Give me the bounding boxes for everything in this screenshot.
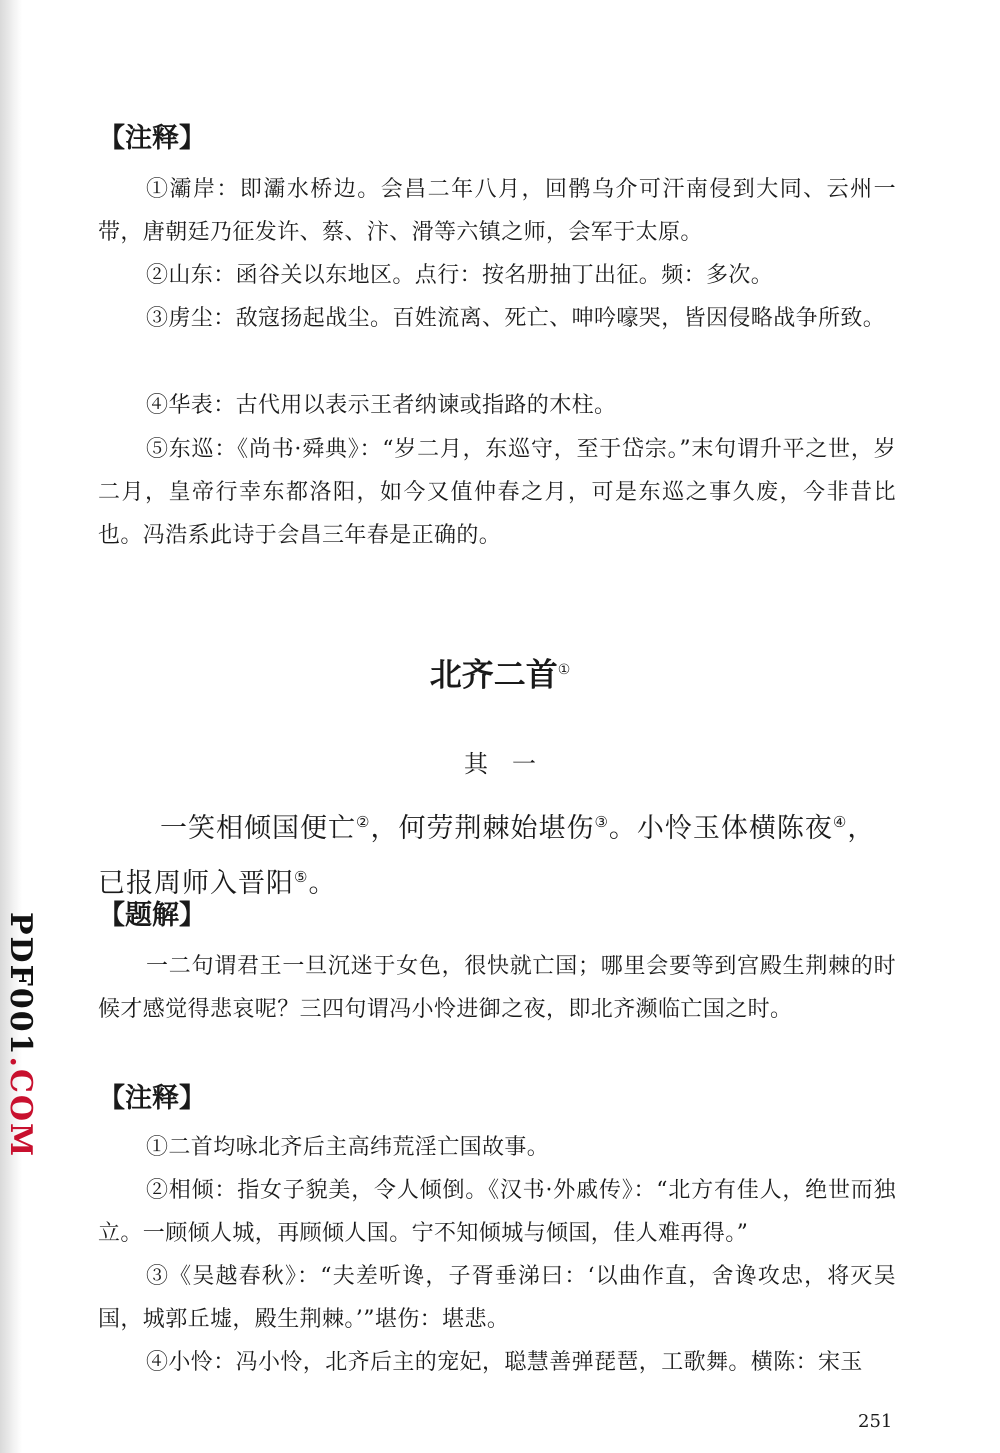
page-number: 251 <box>858 1411 893 1432</box>
watermark-part1: PDF001 <box>3 912 38 1057</box>
poem-segment-5: 。 <box>308 868 337 899</box>
poem-text <box>98 798 896 908</box>
poem-note-marker-3: ③ <box>594 813 609 831</box>
explanation-heading: 【题解】 <box>98 900 206 931</box>
note-top-5: ⑤东巡：《尚书·舜典》：“岁二月，东巡守，至于岱宗。”末句谓升平之世，岁二月，皇帝行幸东都洛阳，如今又值仲春之月，可是东巡之事久废，今非昔比也。冯浩系此诗于会昌三年春是正确的。 <box>98 437 896 548</box>
notes-bottom-heading: 【注释】 <box>98 1083 206 1114</box>
poem-note-marker-2: ② <box>356 813 371 831</box>
poem-segment-4: ，已报周师入晋阳 <box>98 813 876 899</box>
note-bottom-2: ②相倾：指女子貌美，令人倾倒。《汉书·外戚传》：“北方有佳人，绝世而独立。一顾倾人城，再顾倾人国。宁不知倾城与倾国，佳人难再得。” <box>98 1178 896 1246</box>
note-top-2: ②山东：函谷关以东地区。点行：按名册抽丁出征。频：多次。 <box>146 263 774 288</box>
notes-top-heading: 【注释】 <box>98 123 206 154</box>
note-bottom-1: ①二首均咏北齐后主高纬荒淫亡国故事。 <box>146 1135 550 1160</box>
note-top-3: ③虏尘：敌寇扬起战尘。百姓流离、死亡、呻吟嚎哭，皆因侵略战争所致。 <box>146 306 886 331</box>
poem-segment-3: 。小怜玉体横陈夜 <box>608 813 833 844</box>
poem-title <box>0 646 1000 699</box>
poem-segment-1: 一笑相倾国便亡 <box>160 813 356 844</box>
poem-title-text: 北齐二首 <box>429 655 558 694</box>
poem-title-note-marker: ① <box>557 662 571 678</box>
poem-note-marker-5: ⑤ <box>294 868 309 886</box>
note-top-1: ①灞岸：即灞水桥边。会昌二年八月，回鹘乌介可汗南侵到大同、云州一带，唐朝廷乃征发许、蔡、汴、滑等六镇之师，会军于太原。 <box>98 177 896 245</box>
watermark <box>3 912 38 1159</box>
poem-segment-2: ，何劳荆棘始堪伤 <box>370 813 595 844</box>
note-top-4: ④华表：古代用以表示王者纳谏或指路的木柱。 <box>146 393 617 418</box>
poem-subtitle: 其一 <box>464 750 560 778</box>
explanation-text: 一二句谓君王一旦沉迷于女色，很快就亡国；哪里会要等到宫殿生荆棘的时候才感觉得悲哀呢？三四句谓冯小怜进御之夜，即北齐濒临亡国之时。 <box>98 954 896 1022</box>
note-bottom-4: ④小怜：冯小怜，北齐后主的宠妃，聪慧善弹琵琶，工歌舞。横陈：宋玉 <box>146 1350 863 1375</box>
watermark-part2: .COM <box>3 1056 38 1159</box>
note-bottom-3: ③《吴越春秋》：“夫差听谗，子胥垂涕曰：‘以曲作直，舍谗攻忠，将灭吴国，城郭丘墟，殿生荆棘。’”堪伤：堪悲。 <box>98 1264 896 1332</box>
poem-note-marker-4: ④ <box>832 813 848 831</box>
page-edge-shadow <box>0 0 22 1453</box>
